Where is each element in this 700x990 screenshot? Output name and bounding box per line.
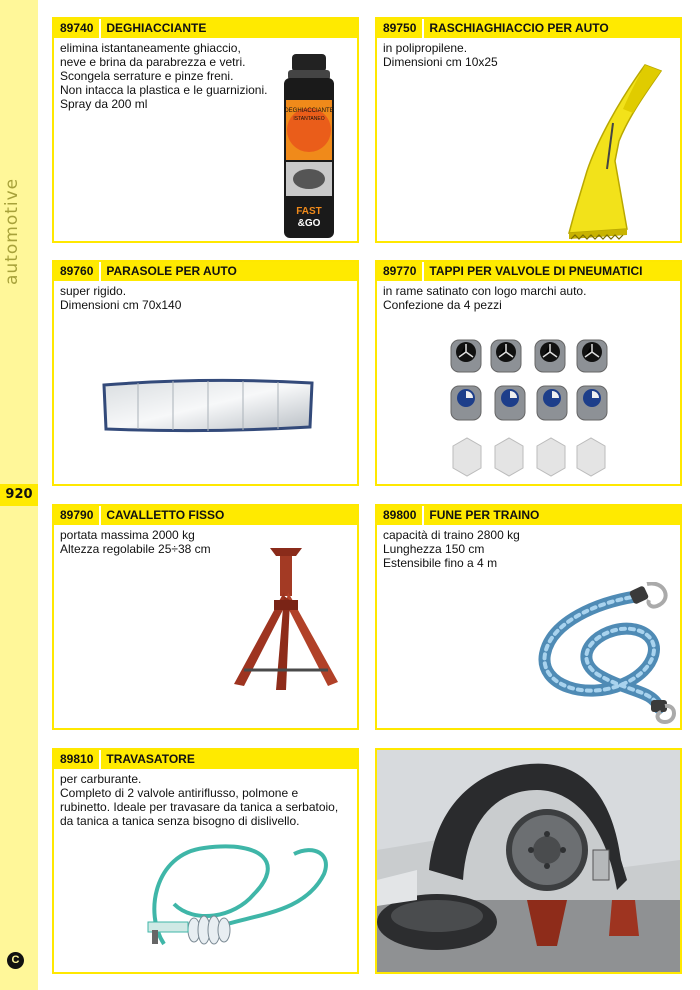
product-description — [383, 528, 674, 570]
product-card-89800 — [375, 504, 682, 730]
description-line: Estensibile fino a 4 m — [383, 556, 498, 570]
can-label-line: DEGHIACCIANTE — [284, 108, 334, 114]
product-code: 89800 — [377, 506, 424, 525]
description-line: Dimensioni cm 70x140 — [60, 298, 182, 312]
card-header — [54, 19, 357, 38]
description-line: rubinetto. Ideale per travasare da tanica a serbatoio, — [60, 800, 339, 814]
product-title: RASCHIAGHIACCIO PER AUTO — [429, 21, 609, 35]
section-label: automotive — [2, 177, 22, 285]
product-description — [383, 284, 674, 312]
card-header — [377, 506, 680, 525]
siphon-pump-image — [134, 834, 334, 972]
description-line: in polipropilene. — [383, 41, 468, 55]
description-line: Lunghezza 150 cm — [383, 542, 485, 556]
card-header — [54, 750, 357, 769]
product-code: 89810 — [54, 750, 101, 769]
description-line: Non intacca la plastica e le guarnizioni. — [60, 83, 268, 97]
product-title: DEGHIACCIANTE — [106, 21, 207, 35]
card-header — [54, 262, 357, 281]
jack-stand-image — [214, 544, 354, 694]
tow-rope-image — [527, 582, 677, 728]
can-brand-line: &GO — [297, 218, 321, 229]
spray-can-image — [276, 52, 354, 242]
page-number: 920 — [0, 484, 38, 506]
description-line: per carburante. — [60, 772, 142, 786]
description-line: Spray da 200 ml — [60, 97, 148, 111]
card-header — [54, 506, 357, 525]
description-line: Dimensioni cm 10x25 — [383, 55, 498, 69]
product-title: PARASOLE PER AUTO — [106, 264, 237, 278]
product-title: CAVALLETTO FISSO — [106, 508, 225, 522]
product-code: 89770 — [377, 262, 424, 281]
description-line: portata massima 2000 kg — [60, 528, 195, 542]
product-title: FUNE PER TRAINO — [429, 508, 540, 522]
product-code: 89740 — [54, 19, 101, 38]
product-card-89750 — [375, 17, 682, 243]
product-description — [60, 772, 351, 828]
product-code: 89750 — [377, 19, 424, 38]
product-card-89770 — [375, 260, 682, 486]
ice-scraper-image — [557, 61, 667, 241]
description-line: capacità di traino 2800 kg — [383, 528, 520, 542]
description-line: Completo di 2 valvole antiriflusso, polmone e — [60, 786, 299, 800]
valve-caps-image — [437, 334, 627, 482]
car-photo-illustration — [377, 750, 680, 972]
description-line: Scongela serrature e pinze freni. — [60, 69, 234, 83]
product-code: 89760 — [54, 262, 101, 281]
brand-logo-icon: C — [7, 952, 24, 969]
product-title: TRAVASATORE — [106, 752, 195, 766]
product-card-89790 — [52, 504, 359, 730]
can-brand-line: FAST — [296, 206, 322, 217]
description-line: in rame satinato con logo marchi auto. — [383, 284, 587, 298]
can-label-line: ISTANTANEO — [293, 116, 325, 122]
car-on-jack-stand-photo — [375, 748, 682, 974]
product-card-89810 — [52, 748, 359, 974]
product-card-89760 — [52, 260, 359, 486]
product-card-89740 — [52, 17, 359, 243]
product-code: 89790 — [54, 506, 101, 525]
description-line: elimina istantaneamente ghiaccio, — [60, 41, 241, 55]
description-line: Confezione da 4 pezzi — [383, 298, 502, 312]
sunshade-image — [98, 377, 318, 437]
card-header — [377, 262, 680, 281]
description-line: super rigido. — [60, 284, 127, 298]
product-title: TAPPI PER VALVOLE DI PNEUMATICI — [429, 264, 643, 278]
description-line: Altezza regolabile 25÷38 cm — [60, 542, 211, 556]
description-line: neve e brina da parabrezza e vetri. — [60, 55, 246, 69]
product-description — [60, 284, 351, 312]
description-line: da tanica a tanica senza bisogno di dislivello. — [60, 814, 300, 828]
card-header — [377, 19, 680, 38]
